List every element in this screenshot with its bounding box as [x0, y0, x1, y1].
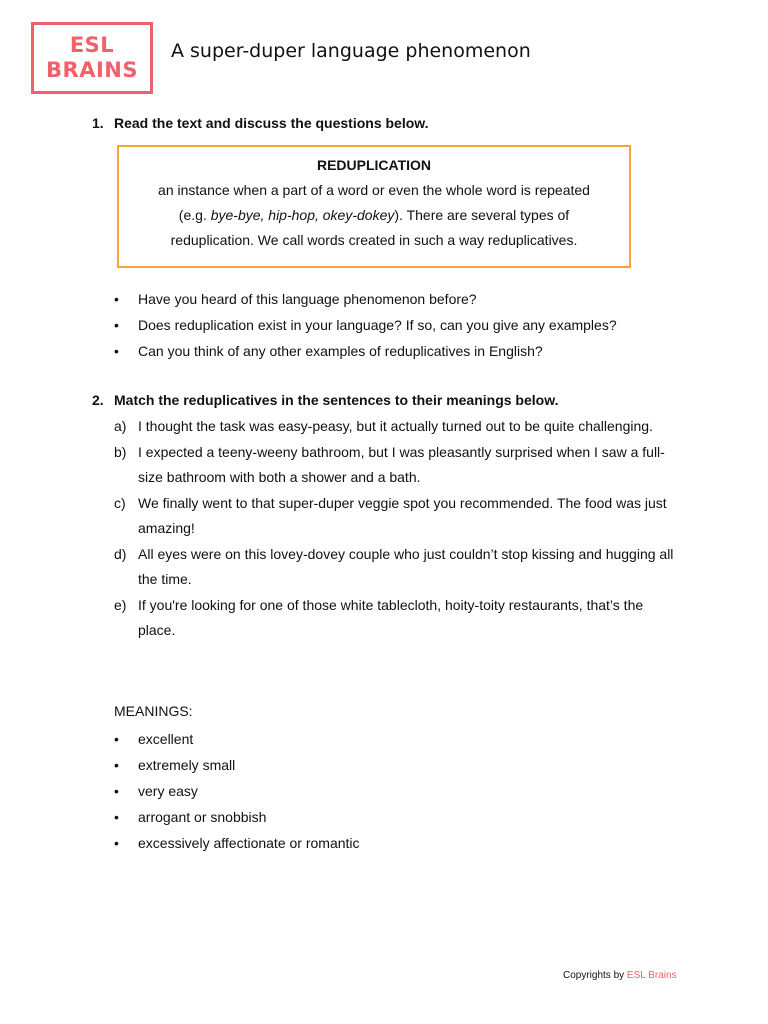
bullet-icon: • — [114, 783, 119, 799]
list-item — [114, 414, 674, 440]
definition-line-2-suffix: ). There are several types of — [394, 207, 570, 223]
item-label: b) — [114, 443, 127, 460]
item-label: c) — [114, 494, 126, 511]
discussion-questions — [114, 286, 617, 364]
definition-examples: bye-bye, hip-hop, okey-dokey — [210, 207, 395, 223]
bullet-icon: • — [114, 731, 119, 747]
meaning-text: excellent — [138, 731, 194, 747]
logo-line-2: BRAINS — [46, 58, 138, 82]
list-item — [114, 804, 360, 830]
definition-title: REDUPLICATION — [316, 157, 432, 173]
sentence-text: I thought the task was easy-peasy, but it actually turned out to be quite challenging. — [138, 418, 653, 434]
esl-brains-logo — [31, 22, 153, 94]
section-1-heading — [92, 115, 429, 131]
sentence-text: We finally went to that super-duper veggie spot you recommended. The food was just amazing! — [138, 494, 667, 536]
list-item — [114, 726, 360, 752]
meanings-list — [114, 726, 360, 856]
bullet-icon: • — [114, 809, 119, 825]
sentence-text: All eyes were on this lovey-dovey couple who just couldn’t stop kissing and hugging all the time. — [138, 545, 674, 587]
section-2-number: 2. — [92, 392, 104, 408]
item-label: a) — [114, 418, 127, 434]
definition-line-2-prefix: (e.g. — [178, 207, 211, 223]
list-item — [114, 778, 360, 804]
item-label: d) — [114, 545, 127, 562]
copyright-footer — [563, 970, 677, 981]
list-item — [114, 338, 617, 364]
bullet-icon: • — [114, 343, 119, 359]
list-item — [114, 312, 617, 338]
list-item — [114, 286, 617, 312]
meaning-text: extremely small — [138, 757, 236, 773]
copyright-prefix: Copyrights by — [563, 970, 627, 981]
list-item — [114, 830, 360, 856]
question-text: Can you think of any other examples of reduplicatives in English? — [138, 343, 543, 359]
section-2-heading — [92, 392, 558, 408]
page-title: A super-duper language phenomenon — [171, 40, 531, 62]
bullet-icon: • — [114, 757, 119, 773]
list-item — [114, 491, 674, 542]
sentence-text: If you're looking for one of those white tablecloth, hoity-toity restaurants, that’s the place. — [138, 596, 644, 638]
sentence-text: I expected a teeny-weeny bathroom, but I was pleasantly surprised when I saw a full-size bathroom with both a shower and a bath. — [138, 443, 665, 485]
list-item — [114, 440, 674, 491]
bullet-icon: • — [114, 317, 119, 333]
definition-line-3: reduplication. We call words created in such a way reduplicatives. — [170, 232, 578, 248]
meaning-text: arrogant or snobbish — [138, 809, 267, 825]
sentence-list — [114, 414, 674, 644]
copyright-brand: ESL Brains — [626, 970, 677, 981]
section-1-heading-text: Read the text and discuss the questions below. — [114, 115, 429, 131]
definition-line-2 — [119, 203, 629, 228]
meaning-text: very easy — [138, 783, 198, 799]
bullet-icon: • — [114, 835, 119, 851]
list-item — [114, 542, 674, 593]
question-text: Does reduplication exist in your language? If so, can you give any examples? — [138, 317, 617, 333]
list-item — [114, 752, 360, 778]
meaning-text: excessively affectionate or romantic — [138, 835, 360, 851]
definition-box — [117, 145, 631, 268]
bullet-icon: • — [114, 291, 119, 307]
definition-line-1: an instance when a part of a word or even the whole word is repeated — [158, 182, 590, 198]
list-item — [114, 593, 674, 644]
meanings-label: MEANINGS: — [114, 703, 193, 719]
item-label: e) — [114, 596, 127, 613]
logo-line-1: ESL — [69, 33, 115, 57]
question-text: Have you heard of this language phenomenon before? — [138, 291, 477, 307]
section-1-number: 1. — [92, 115, 104, 131]
section-2-heading-text: Match the reduplicatives in the sentences to their meanings below. — [114, 392, 559, 408]
